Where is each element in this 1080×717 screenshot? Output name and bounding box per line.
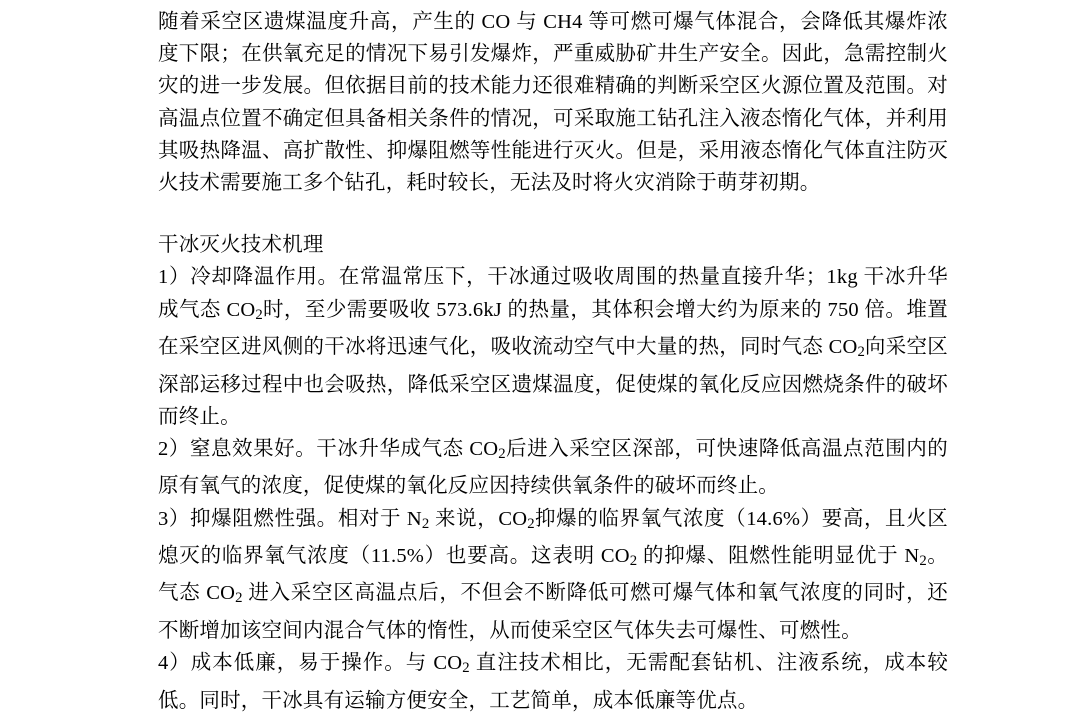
paragraph-spacer xyxy=(158,199,948,229)
list-item-text-1: 相对于 N xyxy=(337,507,422,530)
subscript-1: 2 xyxy=(498,446,506,463)
list-item-text-2: 直注技术相比，无需配套钻机、注液系统，成本较低。同时，干冰具有运输方便安全，工艺简单，成本低廉等优点。 xyxy=(158,652,949,712)
subscript-2: 2 xyxy=(857,344,865,361)
list-item-text-1: 在常温常压下，干冰通过吸收周围的热量直接升华；1kg 干冰升华成气态 CO xyxy=(158,266,948,321)
subscript-1: 2 xyxy=(255,306,263,323)
list-item-text-3: 抑爆的临界氧气浓度（14.6%）要高，且火区熄灭的临界氧气浓度（11.5%）也要高。这表明 CO xyxy=(158,507,948,567)
document-body xyxy=(158,0,948,717)
subscript-3: 2 xyxy=(629,553,638,570)
list-item xyxy=(158,647,948,717)
subscript-4: 2 xyxy=(919,553,927,570)
list-item-number: 3） xyxy=(158,507,190,530)
list-item-title: 抑爆阻燃性强。 xyxy=(189,507,338,530)
list-item-text-4: 的抑爆、阻燃性能明显优于 N xyxy=(637,544,920,567)
list-item-text-5: 。气态 CO xyxy=(158,544,948,605)
list-item xyxy=(158,503,948,648)
list-item-title: 成本低廉，易于操作。 xyxy=(190,652,406,675)
list-item-text-2: 后进入采空区深部，可快速降低高温点范围内的原有氧气的浓度，促使煤的氧化反应因持续供氧条件的破坏而终止。 xyxy=(158,437,949,498)
list-item-number: 1） xyxy=(158,266,191,289)
subscript-1: 2 xyxy=(462,660,470,677)
list-item-text-2: 时，至少需要吸收 573.6kJ 的热量，其体积会增大约为原来的 750 倍。堆置在采空区进风侧的干冰将迅速气化，吸收流动空气中大量的热，同时气态 CO xyxy=(158,298,948,359)
subscript-5: 2 xyxy=(235,590,243,607)
list-item-text-6: 进入采空区高温点后，不但会不断降低可燃可爆气体和氧气浓度的同时，还不断增加该空间内混合气体的惰性，从而使采空区气体失去可爆性、可燃性。 xyxy=(158,582,948,642)
list-item-title: 冷却降温作用。 xyxy=(190,266,339,289)
list-item xyxy=(158,261,948,432)
list-item-number: 2） xyxy=(158,437,190,460)
list-item-text-1: 与 CO xyxy=(405,652,463,675)
list-item-text-1: 干冰升华成气态 CO xyxy=(316,437,499,460)
section-heading: 干冰灭火技术机理 xyxy=(158,234,324,257)
list-item xyxy=(158,433,948,503)
subscript-1: 2 xyxy=(421,515,430,532)
list-item-number: 4） xyxy=(158,652,191,675)
list-item-title: 窒息效果好。 xyxy=(189,437,317,460)
list-item-text-3: 向采空区深部运移过程中也会吸热，降低采空区遗煤温度，促使煤的氧化反应因燃烧条件的破坏而终止。 xyxy=(158,336,948,428)
subscript-2: 2 xyxy=(527,515,535,532)
list-item-text-2: 来说，CO xyxy=(429,507,528,530)
paragraph-intro: 随着采空区遗煤温度升高，产生的 CO 与 CH4 等可燃可爆气体混合，会降低其爆炸浓度下限；在供氧充足的情况下易引发爆炸，严重威胁矿井生产安全。因此，急需控制火灾的进一步发展。但依据目前的技术能力还很难精确的判断采空区火源位置及范围。对高温点位置不确定但具备相关条件的情况，可采取施工钻孔注入液态惰化气体，并利用其吸热降温、高扩散性、抑爆阻燃等性能进行灭火。但是，采用液态惰化气体直注防灭火技术需要施工多个钻孔，耗时较长，无法及时将火灾消除于萌芽初期。 xyxy=(158,11,948,195)
